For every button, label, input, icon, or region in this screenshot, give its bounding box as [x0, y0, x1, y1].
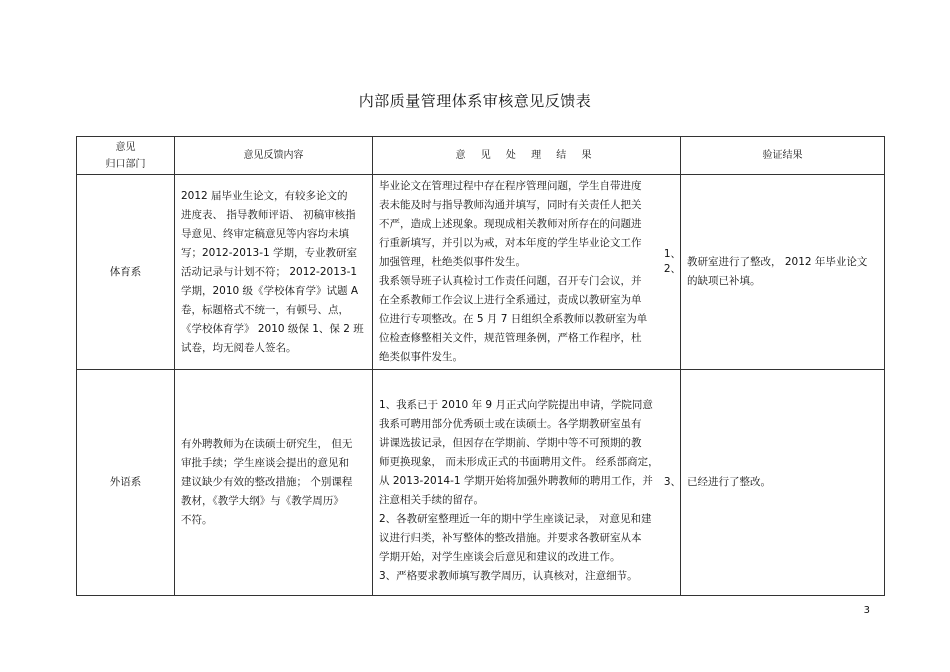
header-result: 意 见 处 理 结 果: [373, 137, 681, 175]
header-verify: 验证结果: [681, 137, 885, 175]
verify-text: 教研室进行了整改， 2012 年毕业论文 的缺项已补填。: [687, 256, 868, 287]
result-tag: 2、: [663, 263, 681, 275]
header-dept: [77, 137, 175, 175]
dept-cell: 外语系: [77, 370, 175, 596]
dept-cell: 体育系: [77, 175, 175, 370]
page-number: 3: [863, 605, 870, 616]
result-text: 1、我系已于 2010 年 9 月正式向学院提出申请，学院同意 我系可聘用部分优秀硕士或在读硕士。各学期教研室虽有 讲课选拔记录，但因存在学期前、学期中等不可预期的教 师更换现象， 而未形成正式的书面聘用文件。 经系部商定， 从 2013-2014-1 学期开始将加强外聘教师的聘用工作，并 注意相关手续的留存。 2、各教研室整理近一年的期中学生座谈记录， 对意见和建 议进行归类，补写整体的整改措施。并要求各教研室从本 学期开始，对学生座谈会后意见和建议的改进工作。 3、严格要求教师填写教学周历，认真核对，注意细节。: [379, 398, 659, 582]
header-dept-line2: 归口部门: [105, 158, 146, 170]
header-content: 意见反馈内容: [175, 137, 373, 175]
result-cell: [373, 370, 681, 596]
verify-cell: [681, 175, 885, 370]
content-cell: [175, 370, 373, 596]
page-title: 内部质量管理体系审核意见反馈表: [358, 92, 592, 110]
result-tag: 3、: [663, 476, 681, 488]
header-dept-line1: 意见: [115, 141, 136, 153]
result-text: 毕业论文在管理过程中存在程序管理问题，学生自带进度 表未能及时与指导教师沟通并填写，同时有关责任人把关 不严，造成上述现象。现现成相关教师对所存在的问题进 行重新填写，并引以为戒，对本年度的学生毕业论文工作 加强管理，杜绝类似事件发生。 我系领导班子认真检讨工作责任问题，召开专门会议，并 在全系教师工作会议上进行全系通过，责成以教研室为单 位进行专项整改。在 5 月 7 日组织全系教师以教研室为单 位检查修整相关文件，规范管理条例，严格工作程序，杜 绝类似事件发生。: [379, 180, 648, 363]
verify-text: 已经进行了整改。: [687, 476, 771, 488]
content-cell: [175, 175, 373, 370]
feedback-table: [76, 136, 885, 596]
table-header-row: [77, 137, 885, 175]
result-tag: 1、: [663, 248, 681, 260]
content-text: 2012 届毕业生论文，有较多论文的 进度表、 指导教师评语、 初稿审核指 导意见、终审定稿意见等内容均未填 写；2012-2013-1 学期，专业教研室 活动记录与计划不符； 2012-2013-1 学期，2010 级《学校体育学》试题 A 卷，标题格式不统一，有顿号、点， 《学校体育学》 2010 级保 1、保 2 班 试卷，均无阅卷人签名。: [181, 189, 364, 354]
table-row: [77, 175, 885, 370]
table-row: [77, 370, 885, 596]
result-cell: [373, 175, 681, 370]
verify-cell: [681, 370, 885, 596]
content-text: 有外聘教师为在读硕士研究生， 但无 审批手续；学生座谈会提出的意见和 建议缺少有效的整改措施； 个别课程 教材，《教学大纲》与《教学周历》 不符。: [181, 438, 353, 526]
